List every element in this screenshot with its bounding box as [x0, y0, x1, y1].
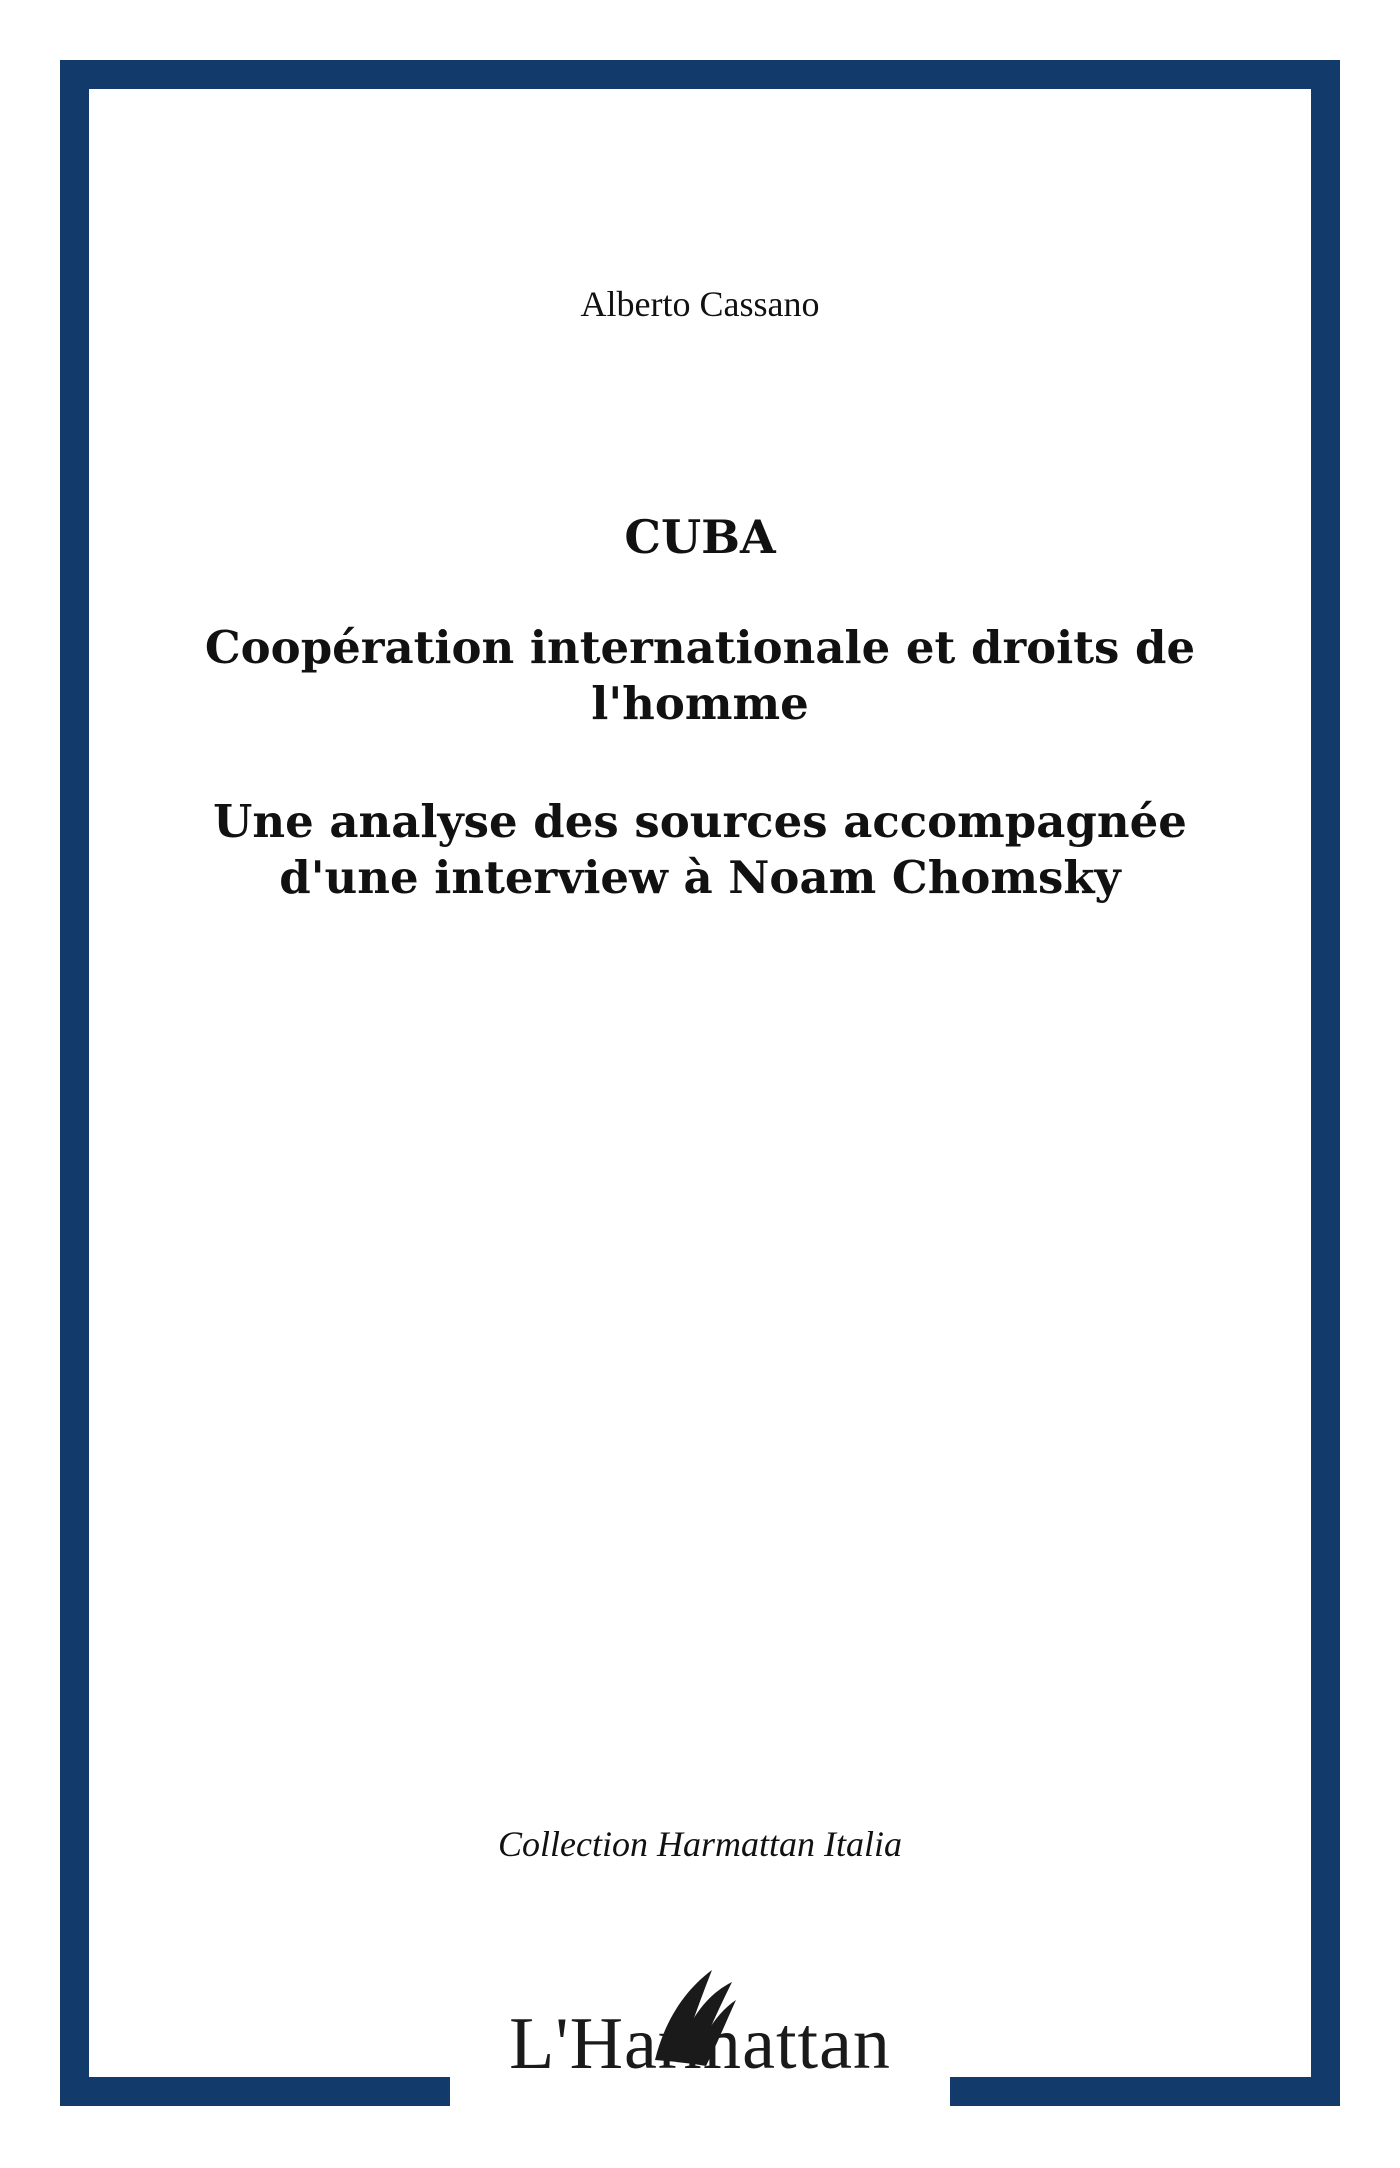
publisher-logo — [480, 1950, 920, 2110]
secondary-subtitle-line-2: d'une interview à Noam Chomsky — [279, 851, 1121, 904]
collection-name: Collection Harmattan Italia — [498, 1824, 902, 1864]
book-secondary-subtitle — [60, 794, 1340, 906]
publisher-name: L'Harmattan — [509, 2003, 891, 2085]
subtitle-line-2: l'homme — [591, 677, 809, 730]
cover-border-frame — [60, 60, 1340, 2106]
book-subtitle — [60, 620, 1340, 732]
author-name: Alberto Cassano — [580, 284, 820, 324]
secondary-subtitle-line-1: Une analyse des sources accompagnée — [213, 795, 1187, 848]
book-title: CUBA — [624, 510, 776, 564]
subtitle-line-1: Coopération internationale et droits de — [204, 621, 1196, 674]
